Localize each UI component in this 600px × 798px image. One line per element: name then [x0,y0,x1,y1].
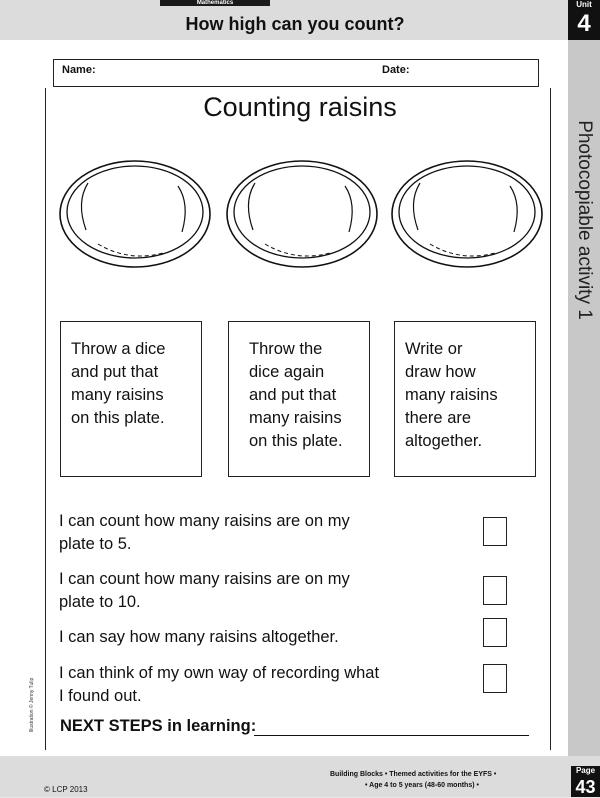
instruction-line: and put that [249,386,337,404]
unit-label: Unit [576,0,592,9]
series-tab: Mathematics [160,0,270,6]
instruction-box-3 [394,321,536,477]
checklist-item-2 [59,568,459,614]
instruction-line: many raisins [249,409,342,427]
checklist-item-3 [59,626,459,649]
checklist-line: I can count how many raisins are on my [59,570,350,588]
checklist-item-1 [59,510,459,556]
instruction-line: Throw the [249,340,323,358]
copyright: © LCP 2013 [44,785,88,794]
sheet-title: Counting raisins [203,92,397,122]
checklist-line: I can think of my own way of recording what [59,664,380,682]
checkbox-4[interactable] [483,664,507,693]
instruction-line: on this plate. [249,432,343,450]
plate-2 [225,158,379,270]
page-number-badge [571,766,600,797]
plate-3 [390,158,544,270]
footer-strip [0,756,600,797]
unit-number: 4 [577,10,591,37]
name-label: Name: [62,64,96,76]
footer-series-line: Building Blocks • Themed activities for the EYFS • [330,771,497,778]
unit-badge [568,0,600,40]
checklist-item-4 [59,662,459,708]
checklist-line: I can say how many raisins altogether. [59,628,339,646]
checkbox-1[interactable] [483,517,507,546]
instruction-line: many raisins [71,386,164,404]
checklist-line: plate to 5. [59,535,132,553]
instruction-line: on this plate. [71,409,165,427]
checklist-line: I found out. [59,687,142,705]
date-label: Date: [382,64,410,76]
activity-side-label: Photocopiable activity 1 [574,120,595,320]
checklist-line: plate to 10. [59,593,141,611]
checkbox-2[interactable] [483,576,507,605]
next-steps-label: NEXT STEPS in learning: [60,717,257,735]
instruction-box-1 [60,321,202,477]
page-number: 43 [575,777,596,797]
next-steps-line [254,735,529,736]
instruction-line: dice again [249,363,325,381]
instruction-line: altogether. [405,432,483,450]
footer-age-line: • Age 4 to 5 years (48-60 months) • [365,782,479,789]
name-date-bar [53,59,539,87]
instruction-line: many raisins [405,386,498,404]
plate-1 [58,158,212,270]
instruction-line: and put that [71,363,159,381]
instruction-line: Write or [405,340,463,358]
page-label: Page [575,766,596,775]
instruction-line: Throw a dice [71,340,166,358]
illustration-credit: Illustration © Jenny Tulip [29,677,35,733]
instruction-box-2 [228,321,370,477]
checklist-line: I can count how many raisins are on my [59,512,350,530]
instruction-line: draw how [405,363,476,381]
checkbox-3[interactable] [483,618,507,647]
instruction-line: there are [405,409,472,427]
page-title: How high can you count? [185,14,405,34]
